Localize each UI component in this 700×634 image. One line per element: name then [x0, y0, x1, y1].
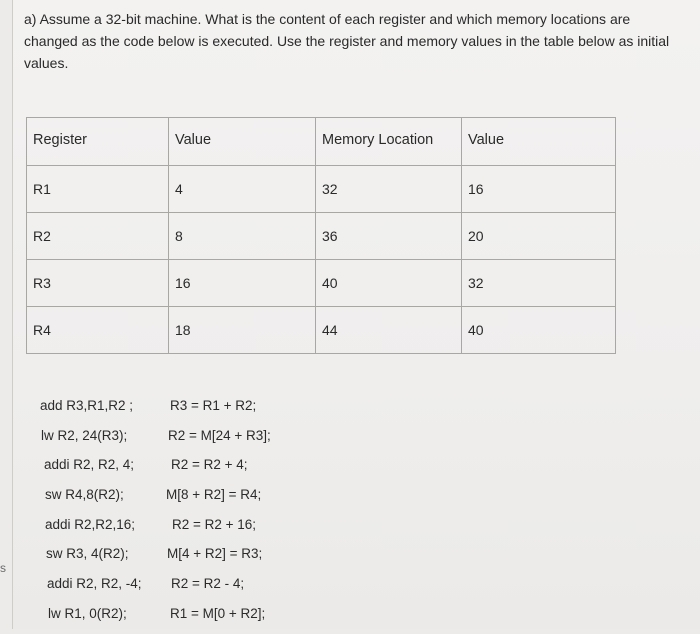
semantics-line: R1 = M[0 + R2]; [170, 605, 266, 621]
header-memory-location: Memory Location [316, 118, 462, 166]
register-memory-table [26, 117, 616, 354]
register-name: R1 [27, 166, 169, 213]
table-row [27, 260, 616, 307]
semantics-list [165, 396, 365, 634]
semantics-line: R3 = R1 + R2; [170, 398, 257, 413]
semantics-line: M[4 + R2] = R3; [167, 546, 263, 562]
semantics-line: R2 = M[24 + R3]; [168, 427, 271, 443]
header-memory-value: Value [462, 118, 616, 166]
header-register: Register [27, 118, 169, 166]
instruction-line: addi R2,R2,16; [45, 516, 136, 532]
register-value: 16 [169, 260, 316, 307]
semantics-line: R2 = R2 + 16; [172, 516, 257, 532]
instruction-line: lw R1, 0(R2); [48, 605, 127, 621]
instruction-line: sw R3, 4(R2); [46, 546, 129, 562]
page-edge-rule [12, 0, 13, 629]
semantics-line: R2 = R2 - 4; [171, 576, 245, 592]
memory-value: 32 [462, 260, 616, 307]
memory-value: 40 [462, 307, 616, 354]
semantics-line: M[8 + R2] = R4; [166, 487, 262, 503]
instruction-line: addi R2, R2, -4; [47, 576, 142, 592]
semantics-line: R2 = R2 + 4; [171, 457, 248, 473]
register-value: 4 [169, 166, 316, 213]
memory-location: 40 [316, 260, 462, 307]
register-name: R4 [27, 307, 169, 354]
register-value: 18 [169, 307, 316, 354]
question-text: a) Assume a 32-bit machine. What is the content of each register and which memory locations are changed as the code below is executed. Use the register and memory values in the table below as initial values. [24, 11, 670, 71]
memory-location: 44 [316, 307, 462, 354]
header-register-value: Value [169, 118, 316, 166]
table-row [27, 213, 616, 260]
instruction-list [40, 396, 170, 634]
memory-value: 20 [462, 213, 616, 260]
register-name: R3 [27, 260, 169, 307]
register-name: R2 [27, 213, 169, 260]
memory-location: 32 [316, 166, 462, 213]
register-value: 8 [169, 213, 316, 260]
margin-mark: s [0, 561, 6, 575]
instruction-line: addi R2, R2, 4; [44, 457, 135, 473]
table-row [27, 307, 616, 354]
table-row [27, 166, 616, 213]
instruction-line: add R3,R1,R2 ; [40, 398, 134, 413]
instruction-line: sw R4,8(R2); [45, 487, 124, 503]
memory-value: 16 [462, 166, 616, 213]
memory-location: 36 [316, 213, 462, 260]
table-header-row [27, 118, 616, 166]
instruction-line: lw R2, 24(R3); [41, 427, 128, 443]
